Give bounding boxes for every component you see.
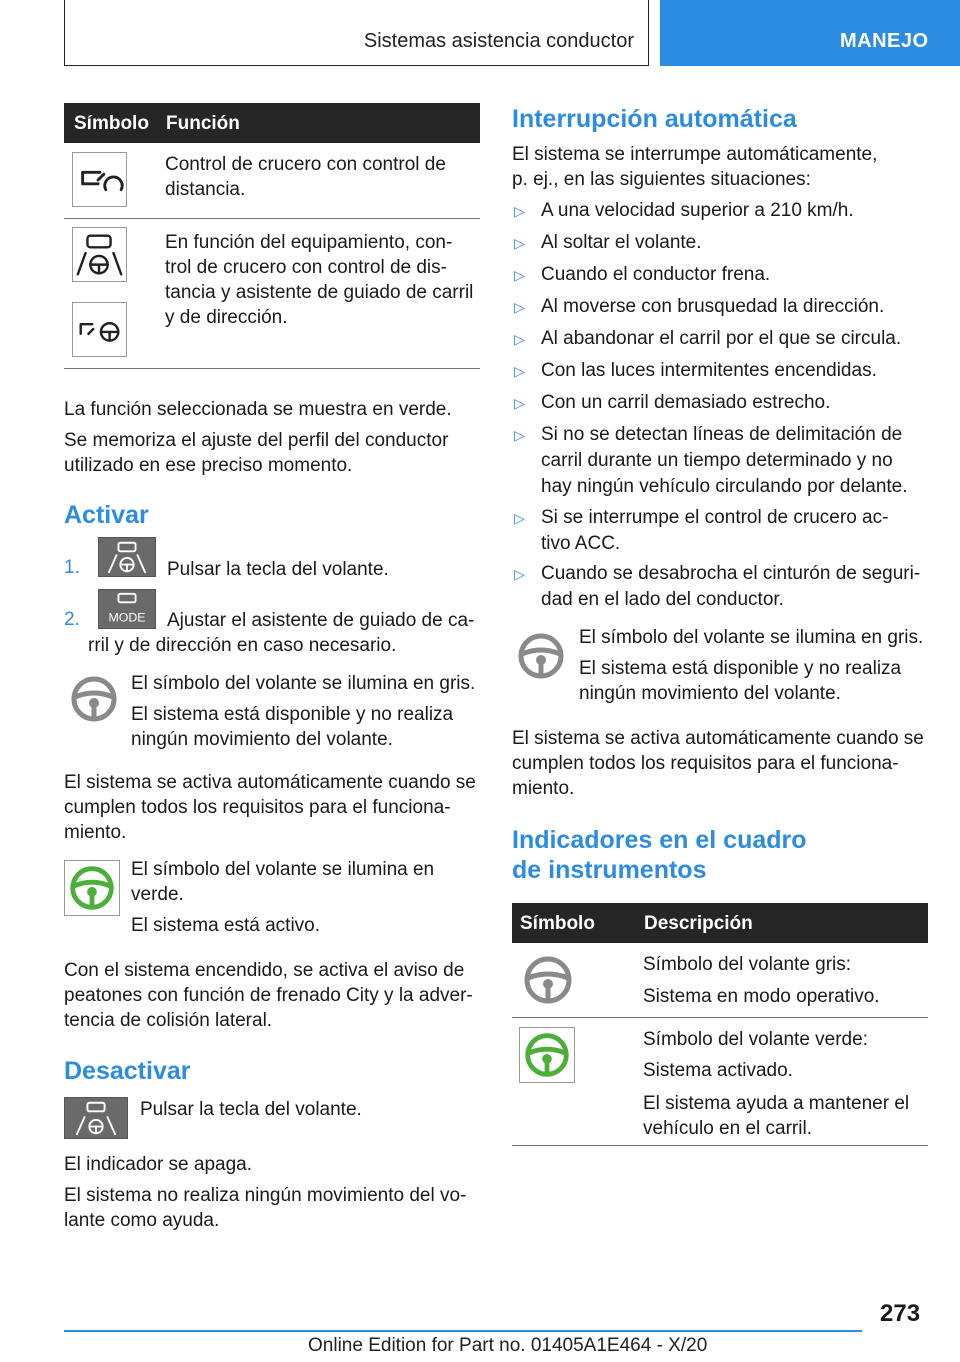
bullet-text: Cuando se desabrocha el cinturón de seguri- [541,563,921,584]
aviso-text-line2: peatones con función de frenado City y la adver- [64,985,473,1006]
indicator-row2-c2: vehículo en el carril. [643,1118,812,1139]
row2-text-line3: tancia y asistente de guiado de carril [165,282,474,303]
indicator-row2-a: Símbolo del volante verde: [643,1029,868,1050]
bullet-text: A una velocidad superior a 210 km/h. [541,200,854,221]
selected-function-text: La función seleccionada se muestra en verde. [64,399,452,420]
interrupt-intro-line1: El sistema se interrumpe automáticamente, [512,144,878,165]
indicator-table-header [512,903,928,943]
bullet-text: Si se interrumpe el control de crucero ac- [541,507,889,528]
bullet-text: Al moverse con brusquedad la dirección. [541,296,885,317]
bullet-marker: ▷ [514,331,525,347]
auto2-text-line1: El sistema se activa automáticamente cuando se [512,728,924,749]
green-text-line2: verde. [131,884,184,905]
grey-text-line2: El sistema está disponible y no realiza [131,704,454,725]
header-title-box [64,0,649,66]
indicator-row2-c1: El sistema ayuda a mantener el [643,1093,910,1114]
step1-number: 1. [64,557,80,578]
row2-text-line2: trol de crucero con control de dis- [165,257,447,278]
steering-assist-icon [72,302,127,357]
row2-text-line4: y de dirección. [165,307,288,328]
steering-wheel-green-icon [64,860,120,916]
col-function: Función [166,113,240,134]
indicator-grey-wheel-icon [520,952,576,1008]
steering-wheel-grey-icon-2 [515,630,567,682]
edition-text: Online Edition for Part no. 01405A1E464 - X/20 [308,1335,708,1356]
row1-text-line2: distancia. [165,179,246,200]
interrupt-heading: Interrupción automática [512,105,797,133]
auto-text-line2: cumplen todos los requisitos para el funciona- [64,797,451,818]
grey-text-line1: El símbolo del volante se ilumina en gris. [131,673,476,694]
mode-label: MODE [108,610,146,625]
bullet-marker: ▷ [514,299,525,315]
bullet-text: carril durante un tiempo determinado y no [541,450,893,471]
green-text-line1: El símbolo del volante se ilumina en [131,859,435,880]
indicator-row1-a: Símbolo del volante gris: [643,954,852,975]
auto2-text-line3: miento. [512,778,575,799]
no-move-text-line2: lante como ayuda. [64,1210,220,1231]
page-number: 273 [880,1300,921,1327]
step2-text-line1: Ajustar el asistente de guiado de ca- [167,610,475,631]
bullet-text: Con las luces intermitentes encendidas. [541,360,877,381]
no-move-text-line1: El sistema no realiza ningún movimiento del vo- [64,1185,467,1206]
activar-heading: Activar [64,501,149,529]
symbol-table-header [64,103,480,143]
bullet-marker: ▷ [514,267,525,283]
bullet-text: Con un carril demasiado estrecho. [541,392,831,413]
indicator-off-text: El indicador se apaga. [64,1154,253,1175]
grey-text2-line2: El sistema está disponible y no realiza [579,658,902,679]
indicadores-heading-line2: de instrumentos [512,856,707,884]
bullet-text: Si no se detectan líneas de delimitación de [541,424,903,445]
grey-text2-line1: El símbolo del volante se ilumina en gris. [579,627,924,648]
indicator-row1-b: Sistema en modo operativo. [643,986,880,1007]
bullet-text: tivo ACC. [541,533,621,554]
step1-text: Pulsar la tecla del volante. [167,559,389,580]
table-divider [64,218,480,219]
page-header [0,0,960,66]
bullet-text: Al soltar el volante. [541,232,702,253]
auto2-text-line2: cumplen todos los requisitos para el funciona- [512,753,899,774]
desactivar-heading: Desactivar [64,1057,191,1085]
table-bottom-rule [64,368,480,369]
row2-text-line1: En función del equipamiento, con- [165,232,453,253]
col-description: Descripción [644,913,753,934]
bullet-marker: ▷ [514,363,525,379]
grey-text2-line3: ningún movimiento del volante. [579,683,841,704]
aviso-text-line3: tencia de colisión lateral. [64,1010,273,1031]
grey-text-line3: ningún movimiento del volante. [131,729,393,750]
bullet-text: Al abandonar el carril por el que se circula. [541,328,902,349]
bullet-text: hay ningún vehículo circulando por delante. [541,476,908,497]
indicator-green-wheel-icon [519,1027,575,1083]
bullet-marker: ▷ [514,427,525,443]
col-symbol: Símbolo [74,113,149,134]
bullet-text: dad en el lado del conductor. [541,589,784,610]
indicator-table-divider [512,1017,928,1018]
bullet-text: Cuando el conductor frena. [541,264,771,285]
chapter-title: Sistemas asistencia conductor [363,30,634,52]
bullet-marker: ▷ [514,566,525,582]
profile-text-line1: Se memoriza el ajuste del perfil del conductor [64,430,449,451]
indicadores-heading-line1: Indicadores en el cuadro [512,826,807,854]
lane-assist-icon [72,227,127,282]
desactivar-press-text: Pulsar la tecla del volante. [140,1099,362,1120]
indicator-table-bottom-rule [512,1145,928,1146]
section-tab-label: MANEJO [840,30,929,52]
indicator-row2-b: Sistema activado. [643,1060,793,1081]
step2-text-line2: rril y de dirección en caso necesario. [88,635,397,656]
footer-rule [64,1330,862,1332]
auto-text-line1: El sistema se activa automáticamente cuando se [64,772,476,793]
row1-text-line1: Control de crucero con control de [165,154,446,175]
steering-button-icon-off [64,1097,128,1139]
bullet-marker: ▷ [514,203,525,219]
auto-text-line3: miento. [64,822,127,843]
bullet-marker: ▷ [514,235,525,251]
interrupt-intro-line2: p. ej., en las siguientes situaciones: [512,169,811,190]
col-symbol-2: Símbolo [520,913,595,934]
active-text: El sistema está activo. [131,915,321,936]
cruise-distance-icon [72,152,127,207]
steering-wheel-grey-icon [68,673,120,725]
profile-text-line2: utilizado en ese preciso momento. [64,455,353,476]
bullet-marker: ▷ [514,395,525,411]
aviso-text-line1: Con el sistema encendido, se activa el aviso de [64,960,465,981]
bullet-marker: ▷ [514,510,525,526]
step2-number: 2. [64,609,80,630]
mode-button-icon [98,589,156,629]
steering-button-icon [98,537,156,577]
